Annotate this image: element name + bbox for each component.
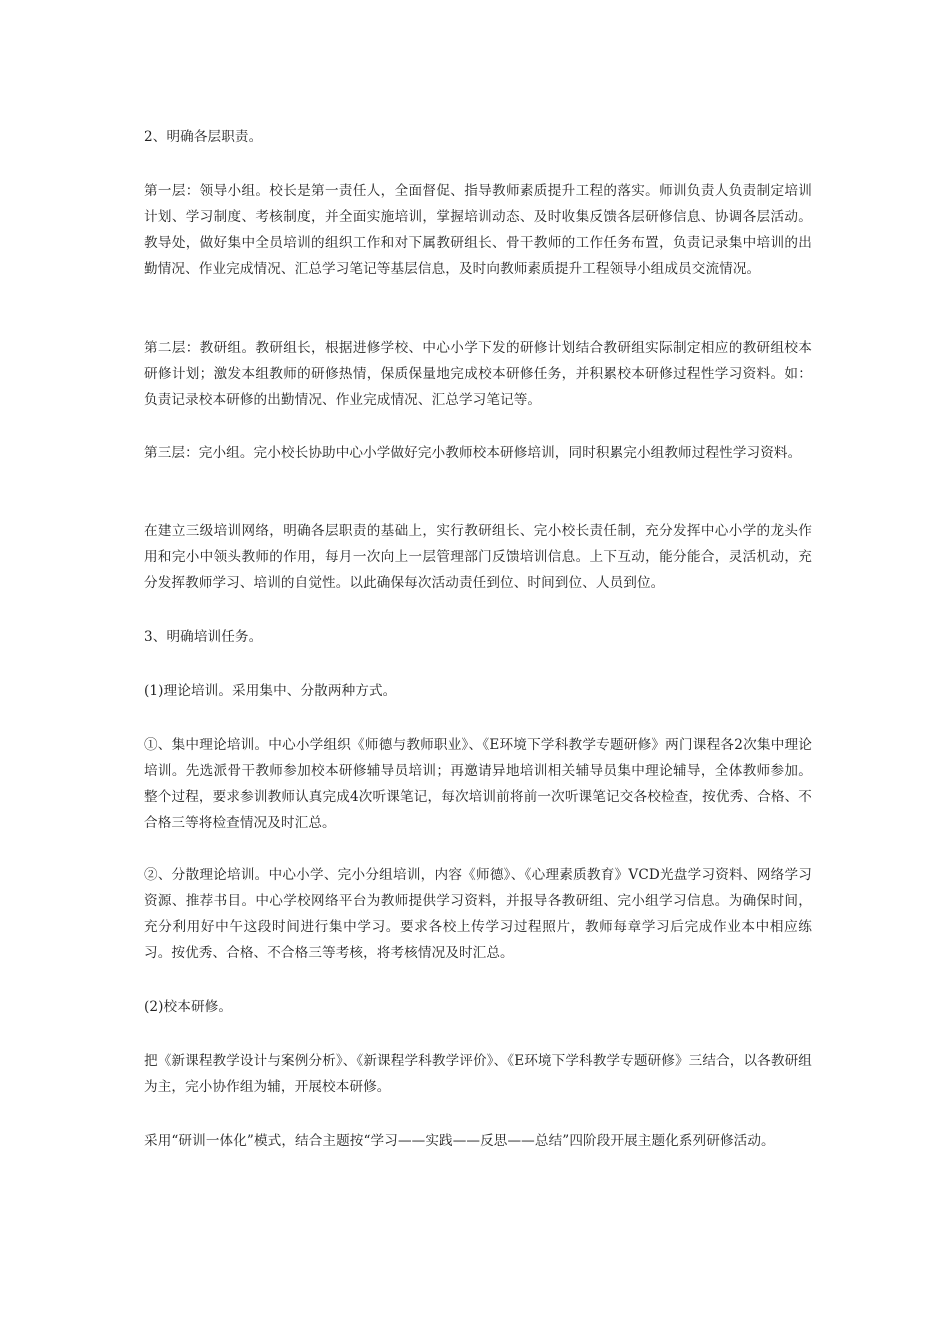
paragraph-layer-two: 第二层：教研组。教研组长，根据进修学校、中心小学下发的研修计划结合教研组实际制定相应的教研组校本研修计划；激发本组教师的研修热情，保质保量地完成校本研修任务，并积累校本研修过程性学习资料。如：负责记录校本研修的出勤情况、作业完成情况、汇总学习笔记等。: [144, 340, 812, 408]
subheading-school-based-study: (2)校本研修。: [144, 999, 233, 1015]
paragraph-three-level-network: 在建立三级培训网络，明确各层职责的基础上，实行教研组长、完小校长责任制，充分发挥中心小学的龙头作用和完小中领头教师的作用，每月一次向上一层管理部门反馈培训信息。上下互动，能分能合，灵活机动，充分发挥教师学习、培训的自觉性。以此确保每次活动责任到位、时间到位、人员到位。: [144, 523, 812, 591]
paragraph-three-combination: 把《新课程教学设计与案例分析》、《新课程学科教学评价》、《E环境下学科教学专题研修》三结合，以各教研组为主，完小协作组为辅，开展校本研修。: [144, 1053, 812, 1095]
paragraph-centralized-theory: ①、集中理论培训。中心小学组织《师德与教师职业》、《E环境下学科教学专题研修》两门课程各2次集中理论培训。先选派骨干教师参加校本研修辅导员培训；再邀请异地培训相关辅导员集中理论辅导，全体教师参加。整个过程，要求参训教师认真完成4次听课笔记，每次培训前将前一次听课笔记交各校检查，按优秀、合格、不合格三等将检查情况及时汇总。: [144, 737, 812, 831]
paragraph-layer-three: 第三层：完小组。完小校长协助中心小学做好完小教师校本研修培训，同时积累完小组教师过程性学习资料。: [144, 445, 802, 461]
section-heading-responsibilities: 2、明确各层职责。: [144, 129, 263, 145]
section-heading-training-tasks: 3、明确培训任务。: [144, 629, 263, 645]
subheading-theory-training: (1)理论培训。采用集中、分散两种方式。: [144, 683, 397, 699]
paragraph-distributed-theory: ②、分散理论培训。中心小学、完小分组培训，内容《师德》、《心理素质教育》VCD光盘学习资料、网络学习资源、推荐书目。中心学校网络平台为教师提供学习资料，并报导各教研组、完小组学习信息。为确保时间，充分利用好中午这段时间进行集中学习。要求各校上传学习过程照片，教师每章学习后完成作业本中相应练习。按优秀、合格、不合格三等考核，将考核情况及时汇总。: [144, 867, 812, 961]
paragraph-integration-model: 采用“研训一体化”模式，结合主题按“学习——实践——反思——总结”四阶段开展主题化系列研修活动。: [144, 1133, 775, 1149]
paragraph-layer-one: 第一层：领导小组。校长是第一责任人，全面督促、指导教师素质提升工程的落实。师训负责人负责制定培训计划、学习制度、考核制度，并全面实施培训，掌握培训动态、及时收集反馈各层研修信息、协调各层活动。教导处，做好集中全员培训的组织工作和对下属教研组长、骨干教师的工作任务布置，负责记录集中培训的出勤情况、作业完成情况、汇总学习笔记等基层信息，及时向教师素质提升工程领导小组成员交流情况。: [144, 183, 812, 277]
